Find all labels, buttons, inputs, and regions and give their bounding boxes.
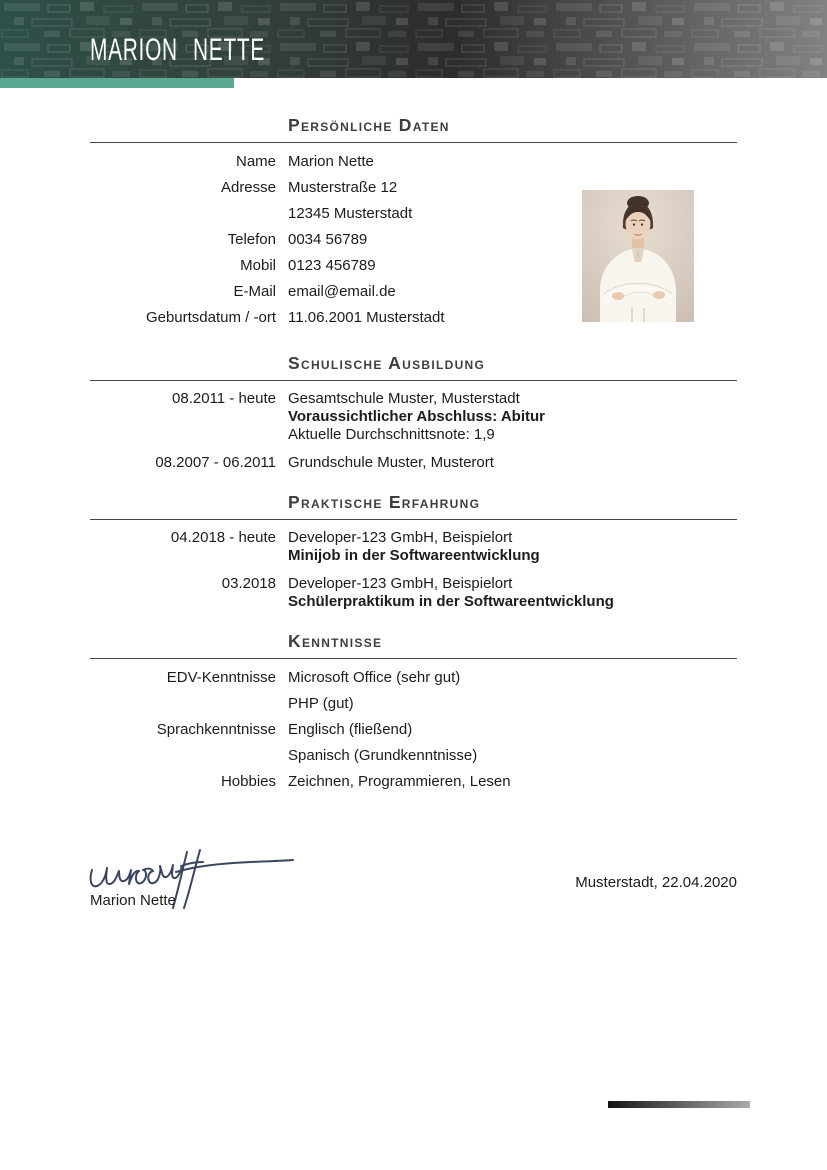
personal-rows — [90, 149, 737, 331]
experience-entry — [90, 575, 737, 611]
row-value: Marion Nette — [288, 153, 374, 170]
row-label: Geburtsdatum / -ort — [145, 309, 276, 326]
entry-line: Gesamtschule Muster, Musterstadt — [288, 390, 520, 407]
row-value: 12345 Musterstadt — [288, 205, 413, 222]
entry-line: Aktuelle Durchschnittsnote: 1,9 — [288, 426, 495, 443]
entry-period: 08.2007 - 06.2011 — [155, 454, 276, 471]
entry-line: Developer-123 GmbH, Beispielort — [288, 575, 513, 592]
section-title-skills: Kenntnisse — [288, 631, 383, 651]
row-value: Musterstraße 12 — [288, 179, 398, 196]
section-divider — [90, 142, 737, 143]
row-label: Sprachkenntnisse — [156, 721, 276, 738]
entry-period: 08.2011 - heute — [172, 390, 276, 407]
row-value: 0034 56789 — [288, 231, 368, 248]
row-value: email@email.de — [288, 283, 396, 300]
section-skills — [90, 630, 737, 795]
entry-lines — [288, 390, 737, 444]
section-education — [90, 352, 737, 482]
section-title-education: Schulische Ausbildung — [288, 353, 486, 373]
education-entry — [90, 390, 737, 444]
teal-accent-bar — [0, 78, 234, 88]
header-name: MARION NETTE — [90, 33, 266, 68]
section-experience — [90, 491, 737, 621]
row-value: 11.06.2001 Musterstadt — [288, 309, 445, 326]
entry-lines — [288, 454, 737, 472]
row-value: Zeichnen, Programmieren, Lesen — [288, 773, 511, 790]
page-header — [0, 0, 827, 78]
entry-line: Voraussichtlicher Abschluss: Abitur — [288, 408, 545, 425]
entry-line: Schülerpraktikum in der Softwareentwicklung — [288, 593, 614, 610]
row-label — [90, 743, 276, 769]
section-title-experience: Praktische Erfahrung — [288, 492, 481, 512]
signature-printed-name: Marion Nette — [90, 892, 176, 909]
row-value: PHP (gut) — [288, 695, 354, 712]
row-value: Englisch (fließend) — [288, 721, 413, 738]
row-label: Mobil — [240, 257, 276, 274]
bottom-gradient-bar — [608, 1101, 750, 1108]
row-label: EDV-Kenntnisse — [166, 669, 276, 686]
section-divider — [90, 658, 737, 659]
row-label — [90, 691, 276, 717]
row-label: Name — [235, 153, 276, 170]
entry-lines — [288, 529, 737, 565]
entry-line: Developer-123 GmbH, Beispielort — [288, 529, 513, 546]
row-label: E-Mail — [233, 283, 276, 300]
education-entries — [90, 390, 737, 472]
row-label: Telefon — [227, 231, 276, 248]
place-and-date: Musterstadt, 22.04.2020 — [575, 874, 737, 891]
skills-rows — [90, 665, 737, 795]
entry-lines — [288, 575, 737, 611]
row-value: 0123 456789 — [288, 257, 376, 274]
entry-period: 04.2018 - heute — [170, 529, 276, 546]
experience-entries — [90, 529, 737, 611]
entry-line: Grundschule Muster, Musterort — [288, 454, 494, 471]
row-label: Adresse — [220, 179, 276, 196]
section-personal-data — [90, 114, 737, 331]
section-divider — [90, 380, 737, 381]
row-value: Spanisch (Grundkenntnisse) — [288, 747, 478, 764]
education-entry — [90, 454, 737, 472]
row-label — [90, 201, 276, 227]
row-value: Microsoft Office (sehr gut) — [288, 669, 461, 686]
experience-entry — [90, 529, 737, 565]
entry-period: 03.2018 — [221, 575, 276, 592]
row-label: Hobbies — [220, 773, 276, 790]
section-divider — [90, 519, 737, 520]
section-title-personal: Persönliche Daten — [288, 115, 450, 135]
entry-line: Minijob in der Softwareentwicklung — [288, 547, 540, 564]
